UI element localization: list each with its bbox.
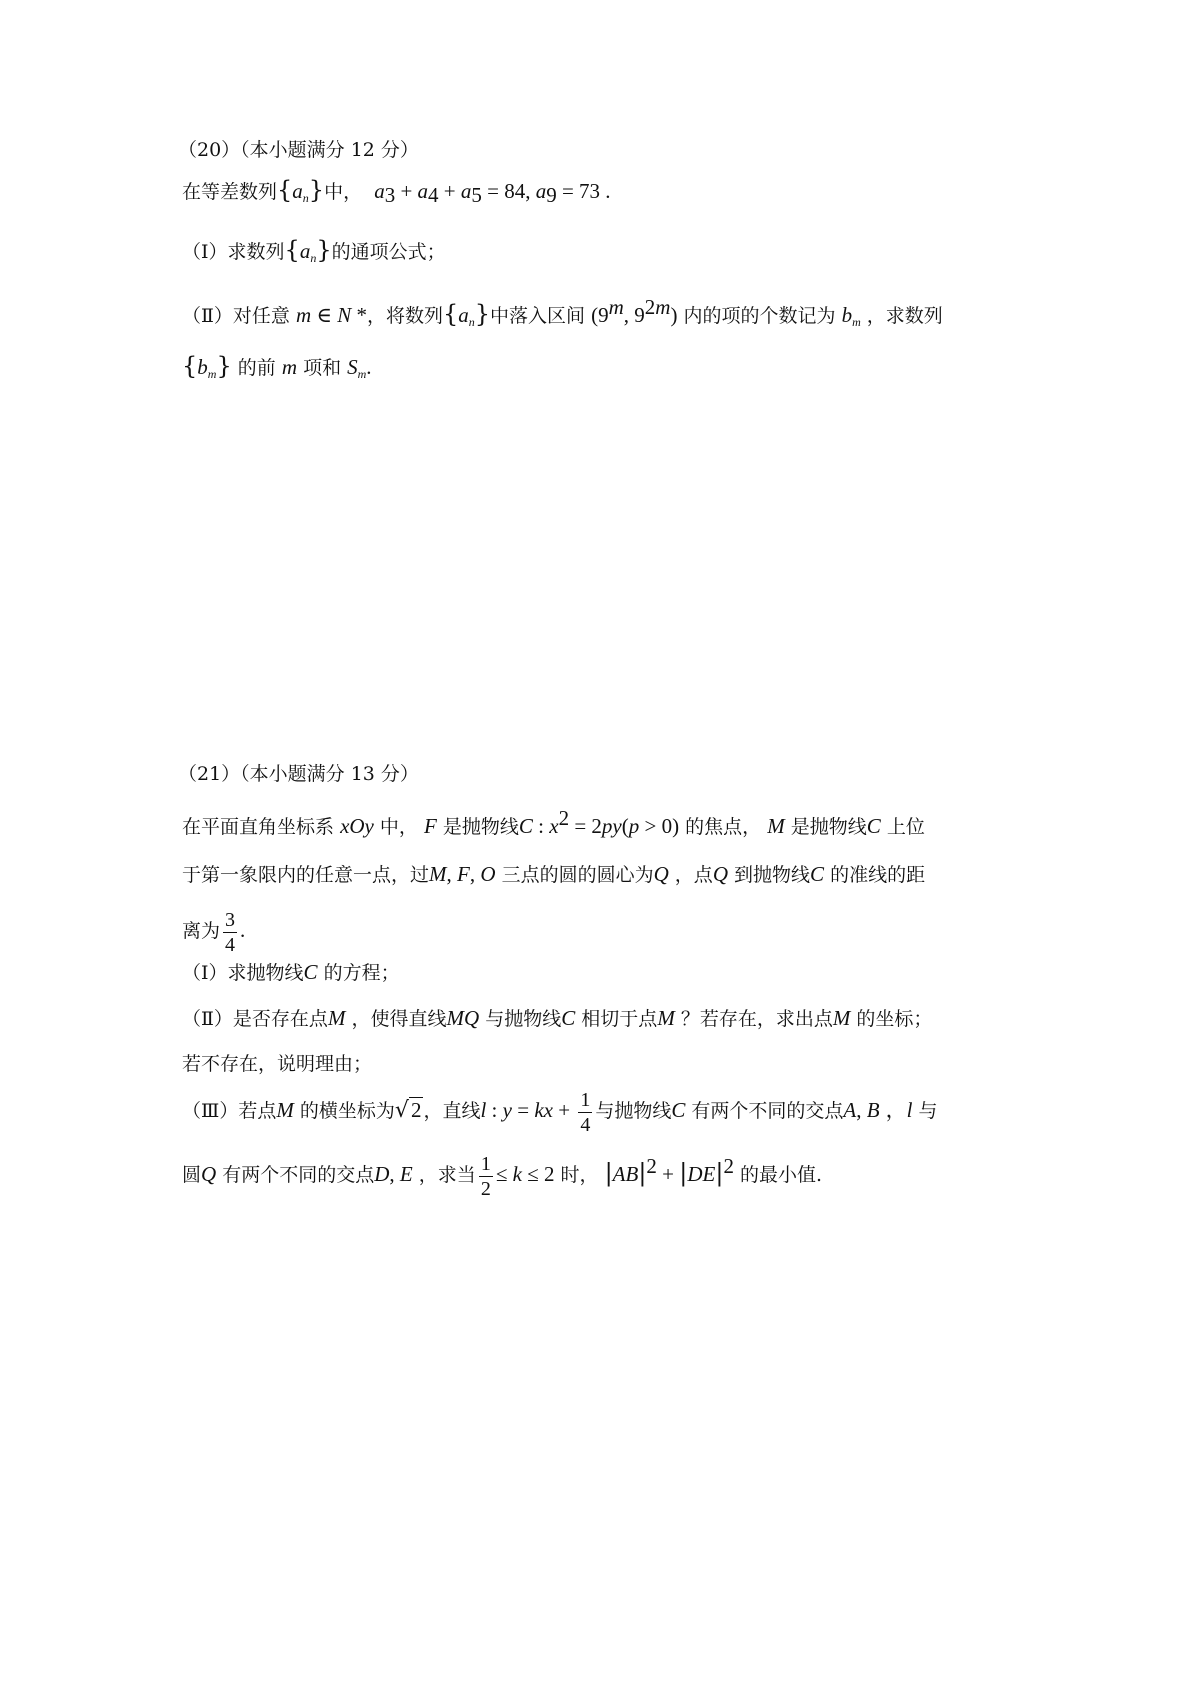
q21-part3-line2: 圆Q 有两个不同的交点D, E ，求当 $\frac{1}{2}$ ≤ k ≤ 2 时， $|AB|^2 + |DE|^2$ 的最小值. [182, 1152, 823, 1200]
q20-part1: （Ⅰ）求数列$\{a_n\}$的通项公式； [182, 236, 446, 265]
q20-stem: 在等差数列$\{a_n\}$中， $a_3 + a_4 + a_5 = 84$, $a_9 = 73$ . [182, 176, 611, 207]
q21-part1: （Ⅰ）求抛物线C 的方程； [182, 960, 400, 984]
q21-header: （21）（本小题满分 13 分） [178, 763, 419, 785]
q20-part2-line1: （Ⅱ）对任意 m ∈ N *，将数列$\{a_n\}$中落入区间 (9$^m$, $9^{2m}$) 内的项的个数记为 $b_m$ ，求数列 [182, 295, 943, 329]
q21-part2-line2: 若不存在，说明理由； [182, 1053, 373, 1075]
q21-part2-line1: （Ⅱ）是否存在点M ，使得直线MQ 与抛物线C 相切于点M ？若存在，求出点M 的坐标； [182, 1006, 933, 1030]
q21-part3-line1: （Ⅲ）若点M 的横坐标为√2 ，直线l : y = kx + $\frac{1}{4}$ 与抛物线C 有两个不同的交点A, B ，l 与 [182, 1088, 938, 1136]
fraction-1-4: $\frac{1}{4}$ [580, 1088, 591, 1136]
q21-stem-line2: 于第一象限内的任意一点，过M, F, O 三点的圆的圆心为Q ，点Q 到抛物线C 的准线的距 [182, 862, 926, 886]
q20-part2-line2: $\{b_m\}$ 的前 m 项和 $S_m$. [182, 352, 372, 381]
fraction-3-4: $\frac{3}{4}$ [225, 908, 236, 956]
q21-stem-line3: 离为 $\frac{3}{4}$ . [182, 908, 246, 956]
fraction-1-2: $\frac{1}{2}$ [480, 1152, 491, 1200]
q20-header: （20）（本小题满分 12 分） [178, 139, 419, 161]
q21-stem-line1: 在平面直角坐标系 xOy 中， F 是抛物线C : $x^2 = 2py(p > 0)$ 的焦点， M 是抛物线C 上位 [182, 806, 925, 838]
